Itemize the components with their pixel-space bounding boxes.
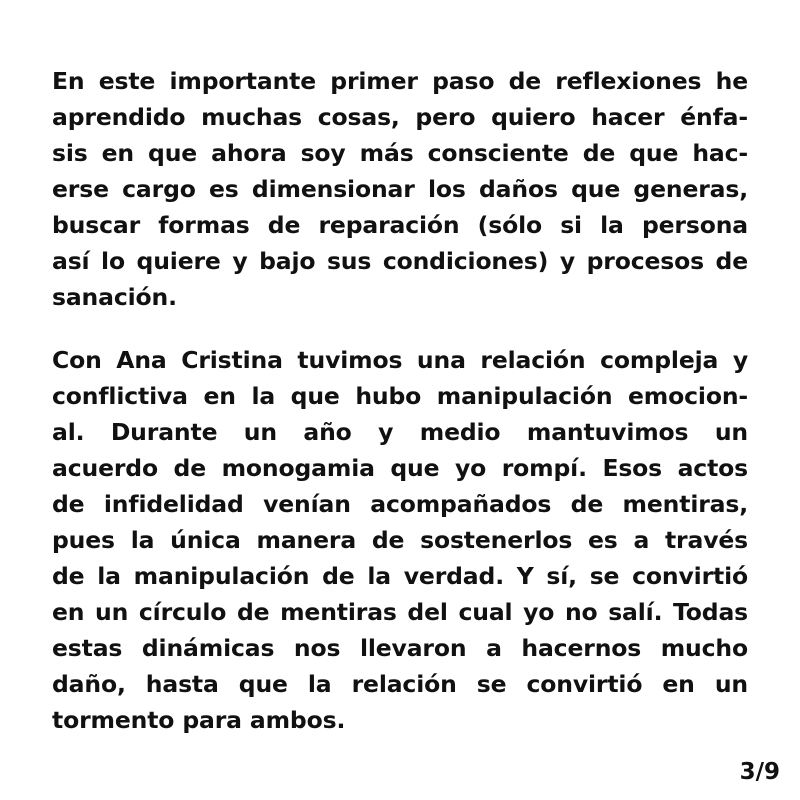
page-number: 3/9 (739, 759, 780, 785)
paragraph-line: Con Ana Cristina tuvimos una relación compleja y (52, 346, 748, 374)
paragraph-line: tormento para ambos. (52, 706, 346, 734)
paragraph-line: En este importante primer paso de reflexiones he (52, 67, 748, 95)
paragraph-line: daño, hasta que la relación se convirtió en un (52, 670, 748, 698)
paragraph-line: aprendido muchas cosas, pero quiero hacer énfa- (52, 103, 748, 131)
paragraph-line: estas dinámicas nos llevaron a hacernos mucho (52, 634, 748, 662)
paragraph-2 (52, 342, 748, 738)
paragraph-line: sis en que ahora soy más consciente de que hac- (52, 139, 748, 167)
paragraph-1 (52, 63, 748, 315)
paragraph-line: pues la única manera de sostenerlos es a través (52, 526, 748, 554)
paragraph-line: de infidelidad venían acompañados de mentiras, (52, 490, 748, 518)
paragraph-line: al. Durante un año y medio mantuvimos un (52, 418, 748, 446)
paragraph-line: buscar formas de reparación (sólo si la persona (52, 211, 748, 239)
paragraph-line: conflictiva en la que hubo manipulación emocion- (52, 382, 748, 410)
paragraph-line: de la manipulación de la verdad. Y sí, se convirtió (52, 562, 748, 590)
paragraph-line: sanación. (52, 283, 177, 311)
paragraph-line: así lo quiere y bajo sus condiciones) y procesos de (52, 247, 748, 275)
paragraph-line: en un círculo de mentiras del cual yo no salí. Todas (52, 598, 748, 626)
paragraph-line: acuerdo de monogamia que yo rompí. Esos actos (52, 454, 748, 482)
paragraph-line: erse cargo es dimensionar los daños que generas, (52, 175, 748, 203)
